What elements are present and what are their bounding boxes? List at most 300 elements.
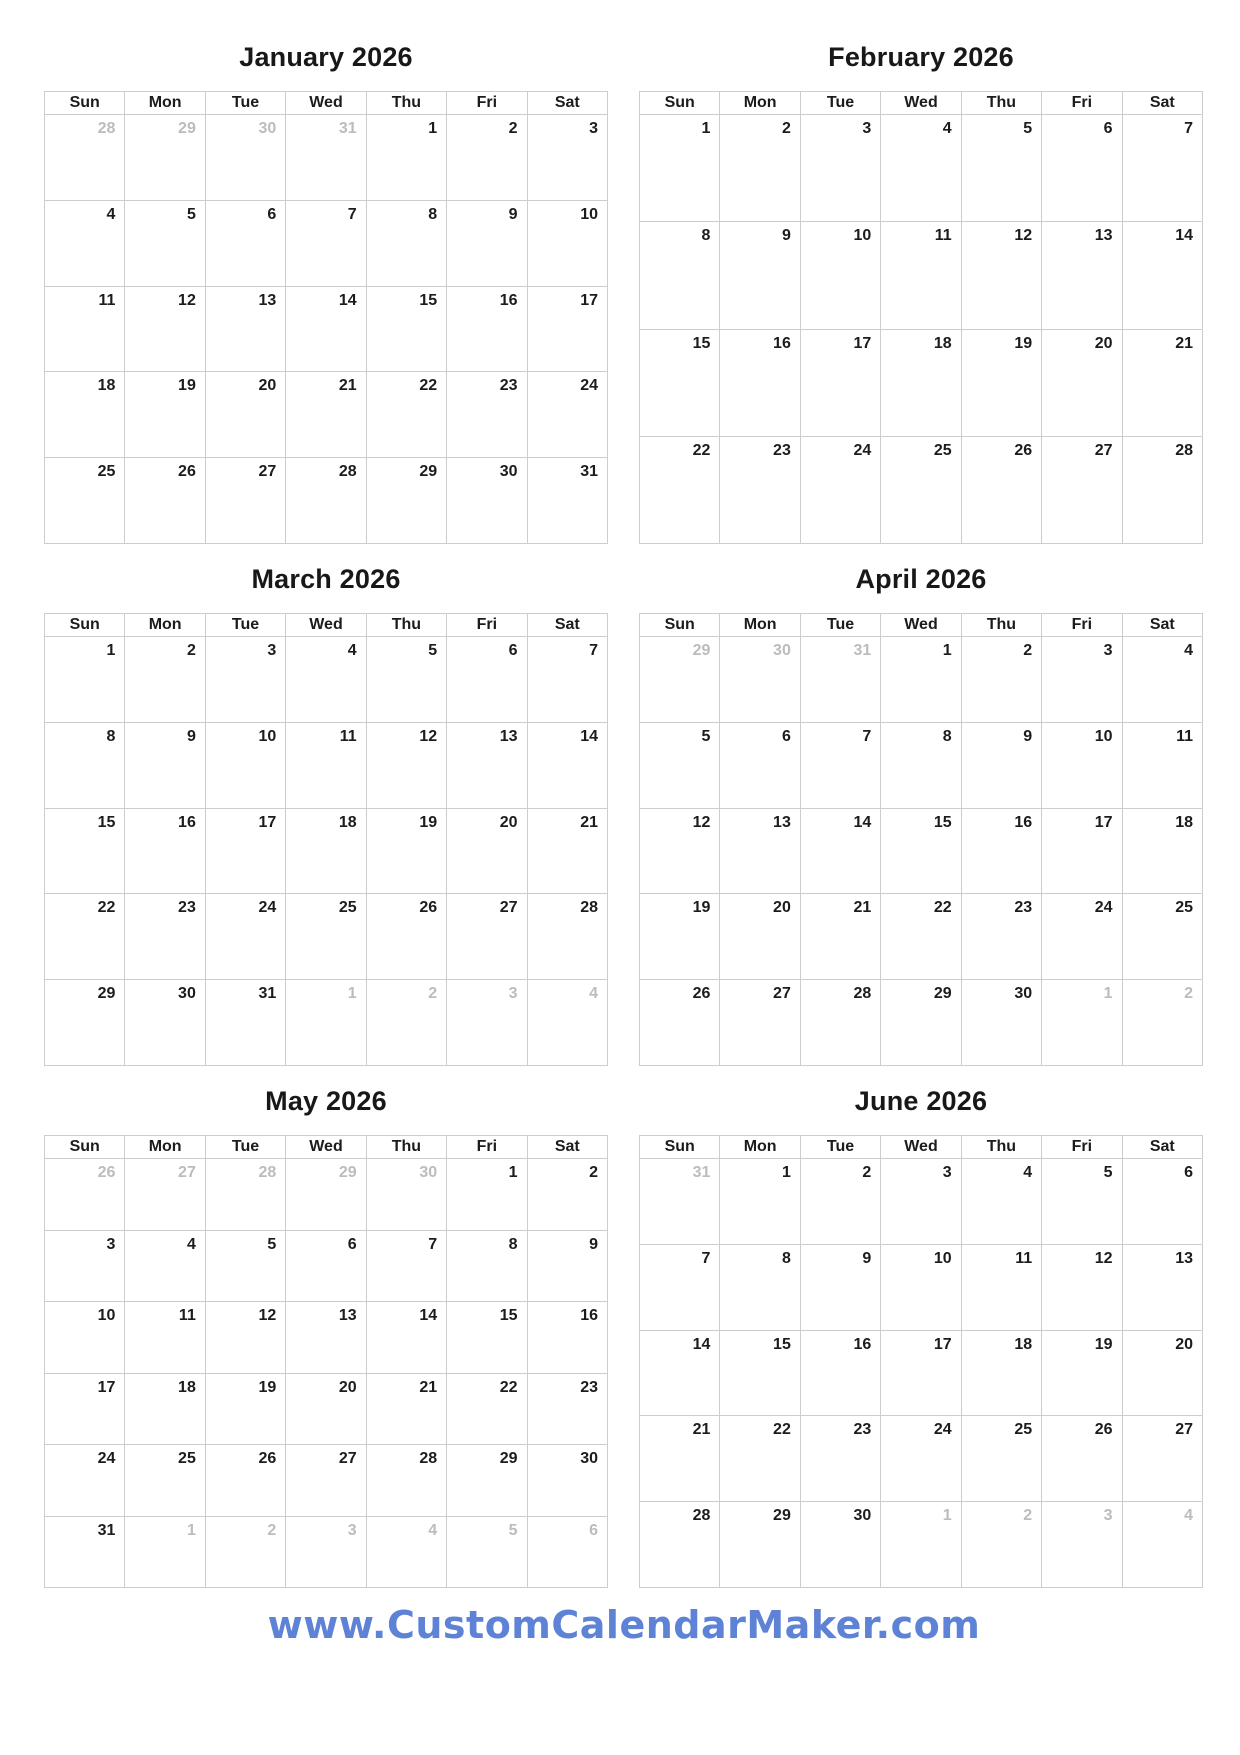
day-cell: 22 [720,1416,800,1502]
day-cell: 9 [447,200,527,286]
weekday-header-wed: Wed [286,614,366,637]
day-cell: 21 [640,1416,720,1502]
weekday-header-sun: Sun [45,1136,125,1159]
day-cell: 19 [1042,1330,1122,1416]
weekday-header-wed: Wed [286,1136,366,1159]
day-cell: 2 [527,1159,607,1231]
day-cell: 11 [1122,722,1202,808]
weekday-header-thu: Thu [961,614,1041,637]
day-cell: 20 [447,808,527,894]
day-cell: 13 [720,808,800,894]
day-cell: 28 [1122,436,1202,543]
day-cell: 12 [366,722,446,808]
weekday-header-wed: Wed [881,614,961,637]
day-cell: 3 [205,637,285,723]
day-cell: 23 [800,1416,880,1502]
day-cell: 14 [286,286,366,372]
day-cell: 19 [205,1373,285,1445]
day-cell: 20 [1122,1330,1202,1416]
weekday-header-tue: Tue [800,1136,880,1159]
day-cell: 10 [205,722,285,808]
day-cell: 29 [720,1502,800,1588]
month-title-april: April 2026 [855,564,987,594]
day-cell: 23 [527,1373,607,1445]
month-title-may: May 2026 [265,1086,387,1116]
day-cell: 23 [447,372,527,458]
day-cell: 2 [720,115,800,222]
day-cell-outside: 31 [800,637,880,723]
day-cell: 4 [1122,637,1202,723]
day-cell: 3 [1042,637,1122,723]
day-cell: 4 [881,115,961,222]
day-cell: 11 [125,1302,205,1374]
day-cell: 4 [961,1159,1041,1245]
day-cell-outside: 31 [640,1159,720,1245]
weekday-header-row [45,1136,608,1159]
day-cell: 9 [720,222,800,329]
day-cell: 27 [205,458,285,544]
weekday-header-thu: Thu [366,1136,446,1159]
weekday-header-mon: Mon [720,1136,800,1159]
month-march-2026 [44,564,608,1066]
day-cell: 15 [45,808,125,894]
day-cell: 5 [1042,1159,1122,1245]
day-cell: 13 [205,286,285,372]
weekday-header-fri: Fri [1042,1136,1122,1159]
day-cell: 14 [366,1302,446,1374]
day-cell: 4 [125,1230,205,1302]
day-cell: 15 [881,808,961,894]
day-cell: 26 [1042,1416,1122,1502]
weekday-header-row [45,92,608,115]
weekday-header-wed: Wed [881,1136,961,1159]
day-cell: 15 [447,1302,527,1374]
day-cell: 8 [447,1230,527,1302]
day-cell: 11 [881,222,961,329]
day-cell: 17 [800,329,880,436]
week-row [45,1159,608,1231]
day-cell: 25 [45,458,125,544]
day-cell-outside: 30 [366,1159,446,1231]
day-cell-outside: 1 [1042,980,1122,1066]
day-cell: 26 [640,980,720,1066]
day-cell: 18 [45,372,125,458]
weekday-header-mon: Mon [125,92,205,115]
day-cell: 12 [1042,1244,1122,1330]
week-row [45,1302,608,1374]
day-cell: 18 [1122,808,1202,894]
day-cell: 13 [447,722,527,808]
day-cell: 16 [961,808,1041,894]
day-cell: 27 [447,894,527,980]
weekday-header-sat: Sat [527,614,607,637]
day-cell: 30 [961,980,1041,1066]
day-cell: 23 [125,894,205,980]
day-cell: 22 [45,894,125,980]
day-cell: 24 [881,1416,961,1502]
day-cell: 1 [447,1159,527,1231]
day-cell: 22 [366,372,446,458]
day-cell: 21 [800,894,880,980]
day-cell: 2 [961,637,1041,723]
day-cell: 8 [720,1244,800,1330]
weekday-header-tue: Tue [800,92,880,115]
day-cell: 27 [720,980,800,1066]
day-cell: 31 [45,1516,125,1588]
weekday-header-sun: Sun [45,614,125,637]
day-cell: 2 [800,1159,880,1245]
day-cell-outside: 28 [205,1159,285,1231]
day-cell-outside: 4 [527,980,607,1066]
day-cell: 5 [205,1230,285,1302]
weekday-header-sat: Sat [527,1136,607,1159]
calendar-grid-may [44,1135,608,1588]
day-cell: 17 [881,1330,961,1416]
day-cell: 7 [800,722,880,808]
day-cell: 26 [205,1445,285,1517]
day-cell: 20 [286,1373,366,1445]
weekday-header-tue: Tue [205,1136,285,1159]
month-april-2026 [639,564,1203,1066]
calendar-grid-february [639,91,1203,544]
day-cell: 10 [527,200,607,286]
day-cell: 6 [1042,115,1122,222]
weekday-header-wed: Wed [881,92,961,115]
day-cell: 17 [527,286,607,372]
day-cell: 25 [961,1416,1041,1502]
weekday-header-tue: Tue [205,614,285,637]
weekday-header-fri: Fri [447,614,527,637]
day-cell: 29 [881,980,961,1066]
day-cell: 10 [881,1244,961,1330]
day-cell: 22 [640,436,720,543]
month-title-march: March 2026 [251,564,401,594]
week-row [640,1330,1203,1416]
week-row [640,115,1203,222]
weekday-header-wed: Wed [286,92,366,115]
day-cell: 21 [527,808,607,894]
day-cell-outside: 1 [125,1516,205,1588]
day-cell: 29 [45,980,125,1066]
week-row [640,1416,1203,1502]
day-cell: 7 [527,637,607,723]
month-february-2026 [639,42,1203,544]
day-cell: 31 [527,458,607,544]
day-cell: 28 [640,1502,720,1588]
day-cell: 21 [286,372,366,458]
day-cell: 28 [366,1445,446,1517]
day-cell: 30 [447,458,527,544]
day-cell: 18 [961,1330,1041,1416]
day-cell: 17 [1042,808,1122,894]
day-cell: 16 [125,808,205,894]
weekday-header-sat: Sat [1122,92,1202,115]
day-cell: 11 [961,1244,1041,1330]
months-grid [44,42,1204,1588]
weekday-header-row [640,92,1203,115]
week-row [640,894,1203,980]
week-row [640,436,1203,543]
day-cell: 25 [125,1445,205,1517]
day-cell: 25 [286,894,366,980]
day-cell: 21 [1122,329,1202,436]
day-cell: 15 [720,1330,800,1416]
day-cell-outside: 6 [527,1516,607,1588]
day-cell: 1 [720,1159,800,1245]
weekday-header-fri: Fri [1042,92,1122,115]
day-cell: 12 [125,286,205,372]
day-cell: 24 [45,1445,125,1517]
day-cell: 12 [640,808,720,894]
weekday-header-thu: Thu [366,92,446,115]
day-cell: 22 [447,1373,527,1445]
day-cell-outside: 29 [640,637,720,723]
weekday-header-sun: Sun [640,92,720,115]
day-cell-outside: 4 [1122,1502,1202,1588]
week-row [640,637,1203,723]
weekday-header-mon: Mon [125,1136,205,1159]
month-january-2026 [44,42,608,544]
week-row [45,115,608,201]
day-cell: 19 [961,329,1041,436]
week-row [640,722,1203,808]
day-cell: 22 [881,894,961,980]
day-cell: 13 [1122,1244,1202,1330]
weekday-header-mon: Mon [125,614,205,637]
week-row [45,286,608,372]
week-row [45,372,608,458]
week-row [45,458,608,544]
day-cell: 10 [800,222,880,329]
day-cell: 10 [1042,722,1122,808]
day-cell: 6 [720,722,800,808]
day-cell: 3 [881,1159,961,1245]
day-cell: 15 [640,329,720,436]
day-cell: 12 [205,1302,285,1374]
day-cell-outside: 31 [286,115,366,201]
day-cell: 3 [800,115,880,222]
week-row [45,200,608,286]
day-cell: 2 [447,115,527,201]
week-row [45,1230,608,1302]
day-cell: 5 [125,200,205,286]
day-cell: 19 [125,372,205,458]
day-cell-outside: 2 [1122,980,1202,1066]
weekday-header-row [45,614,608,637]
day-cell: 18 [881,329,961,436]
day-cell: 29 [366,458,446,544]
day-cell: 14 [1122,222,1202,329]
day-cell: 9 [527,1230,607,1302]
day-cell: 2 [125,637,205,723]
day-cell-outside: 29 [286,1159,366,1231]
day-cell: 23 [720,436,800,543]
calendar-grid-april [639,613,1203,1066]
day-cell: 1 [45,637,125,723]
day-cell: 19 [640,894,720,980]
day-cell-outside: 3 [286,1516,366,1588]
day-cell: 1 [640,115,720,222]
day-cell: 24 [205,894,285,980]
day-cell: 13 [1042,222,1122,329]
day-cell: 11 [286,722,366,808]
day-cell-outside: 26 [45,1159,125,1231]
day-cell: 6 [286,1230,366,1302]
day-cell: 26 [366,894,446,980]
day-cell: 6 [447,637,527,723]
day-cell: 4 [286,637,366,723]
week-row [640,329,1203,436]
day-cell: 28 [800,980,880,1066]
day-cell: 12 [961,222,1041,329]
week-row [45,894,608,980]
day-cell-outside: 28 [45,115,125,201]
day-cell: 11 [45,286,125,372]
day-cell: 7 [640,1244,720,1330]
day-cell: 25 [881,436,961,543]
week-row [640,808,1203,894]
week-row [45,637,608,723]
day-cell: 29 [447,1445,527,1517]
day-cell: 31 [205,980,285,1066]
day-cell: 27 [1042,436,1122,543]
day-cell: 7 [1122,115,1202,222]
day-cell: 5 [961,115,1041,222]
week-row [45,1373,608,1445]
day-cell: 24 [1042,894,1122,980]
weekday-header-sat: Sat [527,92,607,115]
day-cell-outside: 1 [286,980,366,1066]
day-cell-outside: 2 [366,980,446,1066]
calendar-grid-march [44,613,608,1066]
weekday-header-fri: Fri [1042,614,1122,637]
day-cell-outside: 3 [447,980,527,1066]
day-cell: 28 [527,894,607,980]
weekday-header-mon: Mon [720,614,800,637]
week-row [45,808,608,894]
day-cell: 20 [205,372,285,458]
day-cell: 27 [1122,1416,1202,1502]
day-cell: 8 [366,200,446,286]
day-cell: 19 [366,808,446,894]
week-row [640,1244,1203,1330]
day-cell: 6 [1122,1159,1202,1245]
day-cell: 8 [45,722,125,808]
weekday-header-row [640,614,1203,637]
day-cell: 7 [286,200,366,286]
day-cell: 24 [800,436,880,543]
day-cell: 27 [286,1445,366,1517]
weekday-header-sat: Sat [1122,614,1202,637]
weekday-header-mon: Mon [720,92,800,115]
day-cell: 17 [45,1373,125,1445]
day-cell: 16 [527,1302,607,1374]
day-cell: 13 [286,1302,366,1374]
day-cell: 3 [527,115,607,201]
week-row [640,980,1203,1066]
day-cell: 10 [45,1302,125,1374]
month-title-june: June 2026 [854,1086,988,1116]
day-cell: 8 [640,222,720,329]
day-cell: 1 [881,637,961,723]
day-cell: 18 [286,808,366,894]
day-cell: 14 [800,808,880,894]
day-cell: 3 [45,1230,125,1302]
week-row [45,980,608,1066]
weekday-header-thu: Thu [961,92,1041,115]
week-row [45,1445,608,1517]
day-cell: 15 [366,286,446,372]
day-cell: 4 [45,200,125,286]
day-cell: 26 [961,436,1041,543]
day-cell: 24 [527,372,607,458]
weekday-header-row [640,1136,1203,1159]
weekday-header-sat: Sat [1122,1136,1202,1159]
day-cell: 9 [961,722,1041,808]
watermark-url-text: www.CustomCalendarMaker.com [267,1603,981,1647]
day-cell: 16 [447,286,527,372]
day-cell: 5 [640,722,720,808]
day-cell: 30 [527,1445,607,1517]
day-cell: 23 [961,894,1041,980]
weekday-header-fri: Fri [447,1136,527,1159]
calendar-grid-january [44,91,608,544]
day-cell: 26 [125,458,205,544]
day-cell: 16 [800,1330,880,1416]
day-cell-outside: 4 [366,1516,446,1588]
day-cell: 17 [205,808,285,894]
day-cell-outside: 3 [1042,1502,1122,1588]
day-cell: 14 [640,1330,720,1416]
day-cell: 8 [881,722,961,808]
month-title-february: February 2026 [828,42,1014,72]
week-row [640,1502,1203,1588]
day-cell: 20 [1042,329,1122,436]
month-title-january: January 2026 [239,42,413,72]
day-cell-outside: 30 [205,115,285,201]
day-cell-outside: 5 [447,1516,527,1588]
day-cell: 28 [286,458,366,544]
week-row [45,1516,608,1588]
day-cell: 14 [527,722,607,808]
day-cell-outside: 2 [205,1516,285,1588]
month-june-2026 [639,1086,1203,1588]
weekday-header-thu: Thu [961,1136,1041,1159]
week-row [640,222,1203,329]
weekday-header-tue: Tue [800,614,880,637]
day-cell: 30 [800,1502,880,1588]
day-cell-outside: 27 [125,1159,205,1231]
day-cell: 5 [366,637,446,723]
day-cell: 16 [720,329,800,436]
day-cell: 30 [125,980,205,1066]
day-cell: 21 [366,1373,446,1445]
day-cell-outside: 1 [881,1502,961,1588]
week-row [640,1159,1203,1245]
day-cell: 1 [366,115,446,201]
day-cell: 18 [125,1373,205,1445]
day-cell: 6 [205,200,285,286]
weekday-header-sun: Sun [640,1136,720,1159]
day-cell-outside: 29 [125,115,205,201]
weekday-header-tue: Tue [205,92,285,115]
day-cell-outside: 30 [720,637,800,723]
day-cell: 20 [720,894,800,980]
weekday-header-sun: Sun [640,614,720,637]
month-may-2026 [44,1086,608,1588]
day-cell: 9 [800,1244,880,1330]
week-row [45,722,608,808]
